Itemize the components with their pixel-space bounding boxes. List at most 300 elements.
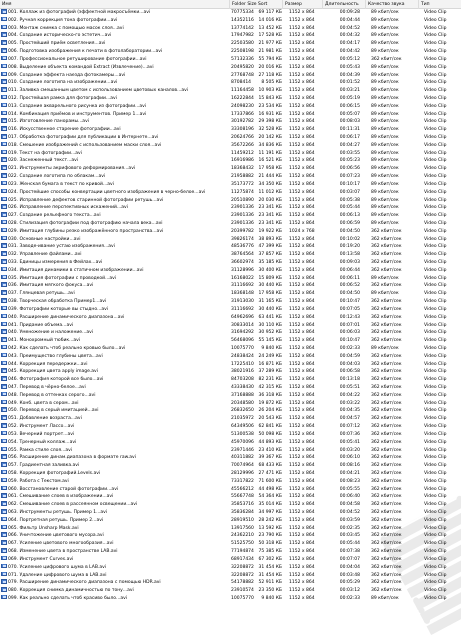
file-name-cell — [1, 134, 230, 142]
file-name-cell — [1, 509, 230, 517]
file-row[interactable] — [0, 368, 461, 376]
file-name: 060. Восстановление старой фотографии...avi — [8, 486, 119, 492]
file-size-kb: 37 289 КБ — [258, 369, 282, 375]
file-size-kb: 55 145 КБ — [258, 338, 282, 344]
file-name: 044. Коррекция передержки...avi — [8, 361, 88, 367]
file-length: 00:05:38 — [339, 197, 360, 203]
file-resolution: 1152 x 864 — [289, 595, 315, 601]
file-name: 062. Смешивание слоев в рассеянном освещении...avi — [8, 502, 138, 508]
file-type: Video Clip — [424, 306, 447, 312]
video-file-icon — [1, 298, 7, 303]
file-name-cell — [1, 439, 230, 447]
file-row[interactable] — [0, 87, 461, 95]
file-audio-quality: 89 кбит/сек — [371, 119, 399, 125]
file-resolution: 1152 x 864 — [289, 80, 315, 86]
file-name: 003. Монтаж снимка с помощью масок слоя...avi — [8, 25, 124, 31]
file-audio-quality: 362 кбит/сек — [371, 385, 402, 390]
file-length: 00:10:47 — [339, 299, 360, 305]
file-name-cell — [1, 587, 230, 595]
file-resolution: 1152 x 864 — [289, 314, 315, 320]
file-row[interactable] — [0, 517, 461, 525]
file-resolution: 1152 x 864 — [289, 10, 315, 15]
file-length: 00:09:28 — [339, 10, 360, 15]
video-file-icon — [1, 251, 7, 256]
file-size-bytes: 23901336 — [231, 205, 254, 211]
file-audio-quality: 362 кбит/сек — [371, 564, 402, 570]
file-row[interactable] — [0, 56, 461, 64]
file-name: 029. Имитация глубины резко изображённого пространства...avi — [8, 228, 164, 234]
video-file-icon — [1, 556, 7, 561]
file-row[interactable] — [0, 548, 461, 556]
file-audio-quality: 362 кбит/сек — [371, 306, 402, 312]
video-file-icon — [1, 87, 7, 92]
file-name: 066. Уничтожение цветового мусора.avi — [8, 533, 104, 539]
file-audio-quality: 362 кбит/сек — [371, 588, 402, 594]
file-length: 00:07:05 — [339, 306, 360, 312]
file-name: 022. Создание логотипа по облакам...avi — [8, 174, 106, 180]
file-audio-quality: 89 кбит/сек — [371, 166, 399, 172]
video-file-icon — [1, 407, 7, 412]
file-resolution: 1152 x 864 — [289, 244, 315, 250]
file-length: 00:06:03 — [339, 330, 360, 336]
file-row[interactable] — [0, 157, 461, 165]
file-row[interactable] — [0, 111, 461, 119]
file-audio-quality: 362 кбит/сек — [371, 244, 402, 250]
file-row[interactable] — [0, 361, 461, 369]
video-file-icon — [1, 384, 7, 389]
file-row[interactable] — [0, 392, 461, 400]
file-name: 099. Как реально сделать чтоб красиво было...avi — [8, 595, 128, 601]
file-name: 025. Исправление дефектов старинной фотографии ретушь...avi — [8, 197, 164, 203]
file-length: 00:02:35 — [339, 525, 360, 531]
column-header-type[interactable]: Тип — [421, 2, 430, 7]
file-size-kb: 30 952 КБ — [258, 330, 282, 336]
file-size-bytes: 16916986 — [231, 158, 254, 164]
video-file-icon — [1, 431, 7, 436]
file-row[interactable] — [0, 275, 461, 283]
file-row[interactable] — [0, 126, 461, 134]
file-row[interactable] — [0, 470, 461, 478]
file-length: 00:03:55 — [339, 150, 360, 156]
file-size-bytes: 38021916 — [231, 369, 254, 375]
file-row[interactable] — [0, 353, 461, 361]
file-name: 008. Выделение объекта командой Extract (Извлечение)...avi — [8, 64, 154, 70]
file-row[interactable] — [0, 447, 461, 455]
file-row[interactable] — [0, 150, 461, 158]
file-name: 058. Коррекция фотографий.Levels.avi — [8, 470, 101, 476]
file-row[interactable] — [0, 282, 461, 290]
file-row[interactable] — [0, 181, 461, 189]
file-size-kb: 20 016 КБ — [258, 64, 282, 70]
file-row[interactable] — [0, 40, 461, 48]
file-name-cell — [1, 25, 230, 33]
file-resolution: 1152 x 864 — [289, 502, 315, 508]
file-name: 017. Обработка фотографии для публикации в Интернете...avi — [8, 135, 159, 140]
file-size-kb: 47 399 КБ — [258, 244, 282, 250]
file-row[interactable] — [0, 407, 461, 415]
file-type: Video Clip — [424, 447, 447, 453]
file-length: 00:05:19 — [339, 95, 360, 101]
file-size-bytes: 38764564 — [231, 252, 254, 258]
file-row[interactable] — [0, 79, 461, 87]
file-name-cell — [1, 361, 230, 369]
video-file-icon — [1, 157, 7, 162]
video-file-icon — [1, 165, 7, 170]
file-type: Video Clip — [424, 455, 447, 461]
file-name: 002. Ручная коррекция тона фотографии...avi — [8, 17, 118, 23]
file-size-bytes: 64962696 — [231, 314, 254, 320]
file-size-kb: 16 871 КБ — [258, 361, 282, 367]
file-type: Video Clip — [424, 385, 447, 390]
file-row[interactable] — [0, 243, 461, 251]
file-row[interactable] — [0, 173, 461, 181]
file-row[interactable] — [0, 525, 461, 533]
file-type: Video Clip — [424, 291, 447, 297]
file-audio-quality: 362 кбит/сек — [371, 439, 402, 445]
file-resolution: 1152 x 864 — [289, 322, 315, 328]
file-row[interactable] — [0, 267, 461, 275]
file-row[interactable] — [0, 556, 461, 564]
file-length: 00:04:59 — [339, 353, 360, 359]
file-length: 00:04:21 — [339, 470, 360, 476]
file-audio-quality: 89 кбит/сек — [371, 33, 399, 39]
file-row[interactable] — [0, 384, 461, 392]
file-resolution: 1152 x 864 — [289, 377, 315, 383]
file-row[interactable] — [0, 431, 461, 439]
file-length: 00:07:23 — [339, 174, 360, 180]
video-file-icon — [1, 79, 7, 84]
video-file-icon — [1, 400, 7, 405]
file-type: Video Clip — [424, 330, 447, 336]
file-row[interactable] — [0, 478, 461, 486]
file-size-bytes: 11164458 — [231, 88, 254, 94]
file-type: Video Clip — [424, 119, 447, 125]
file-row[interactable] — [0, 493, 461, 501]
file-name-cell — [1, 79, 230, 87]
file-row[interactable] — [0, 103, 461, 111]
video-file-icon — [1, 32, 7, 37]
file-size-bytes: 20399782 — [231, 228, 254, 234]
file-resolution: 1152 x 864 — [289, 455, 315, 461]
file-row[interactable] — [0, 587, 461, 595]
file-name: 016. Искусственное старение фотографии...avi — [8, 127, 121, 133]
file-size-bytes: 30833014 — [231, 322, 254, 328]
file-resolution: 1152 x 864 — [289, 220, 315, 226]
file-row[interactable] — [0, 95, 461, 103]
file-size-kb: 26 204 КБ — [258, 408, 282, 414]
file-name: 054. Тренерный коллаж...avi — [8, 439, 77, 445]
file-row[interactable] — [0, 9, 461, 17]
file-length: 00:08:16 — [339, 463, 360, 469]
file-row[interactable] — [0, 290, 461, 298]
file-row[interactable] — [0, 298, 461, 306]
file-row[interactable] — [0, 423, 461, 431]
file-row[interactable] — [0, 189, 461, 197]
file-name-cell — [1, 157, 230, 165]
file-size-bytes: 17947982 — [231, 33, 254, 39]
file-row[interactable] — [0, 314, 461, 322]
file-type: Video Clip — [424, 502, 447, 508]
file-row[interactable] — [0, 306, 461, 314]
file-size-kb: 68 433 КБ — [258, 463, 282, 469]
file-size-kb: 19 872 КБ — [258, 400, 282, 406]
file-size-bytes: 39826174 — [231, 236, 254, 242]
file-size-bytes: 57132336 — [231, 56, 254, 62]
file-name-cell — [1, 423, 230, 431]
file-size-kb: 42 315 КБ — [258, 385, 282, 390]
file-name-cell — [1, 595, 230, 603]
column-header-quality[interactable]: Качество звука — [366, 0, 419, 9]
file-row[interactable] — [0, 329, 461, 337]
file-row[interactable] — [0, 579, 461, 587]
file-length: 00:06:56 — [339, 166, 360, 172]
file-name: 013. Создание акварельного рисунка из фотографии...avi — [8, 103, 147, 109]
file-row[interactable] — [0, 72, 461, 80]
file-length: 00:04:35 — [339, 408, 360, 414]
file-row[interactable] — [0, 212, 461, 220]
file-row[interactable] — [0, 454, 461, 462]
file-size-kb: 27 118 КБ — [258, 72, 282, 78]
file-audio-quality: 362 кбит/сек — [371, 431, 402, 437]
file-resolution: 1152 x 864 — [289, 197, 315, 203]
file-name-cell — [1, 103, 230, 111]
file-row[interactable] — [0, 32, 461, 40]
file-resolution: 1152 x 864 — [289, 408, 315, 414]
file-resolution: 1152 x 864 — [289, 392, 315, 398]
file-audio-quality: 362 кбит/сек — [371, 353, 402, 359]
file-audio-quality: 362 кбит/сек — [371, 400, 402, 406]
file-name-cell — [1, 306, 230, 314]
file-resolution: 1152 x 864 — [289, 158, 315, 164]
file-size-kb: 75 385 КБ — [258, 549, 282, 555]
file-size-bytes: 31128996 — [231, 267, 254, 273]
file-audio-quality: 89 кбит/сек — [371, 220, 399, 226]
file-size-bytes: 23901336 — [231, 213, 254, 219]
file-size-kb: 15 809 КБ — [258, 275, 282, 281]
file-row[interactable] — [0, 572, 461, 580]
file-audio-quality: 89 кбит/сек — [371, 181, 399, 187]
file-audio-quality: 89 кбит/сек — [371, 275, 399, 281]
file-size-bytes: 31694292 — [231, 330, 254, 336]
file-audio-quality: 362 кбит/сек — [371, 369, 402, 375]
file-row[interactable] — [0, 259, 461, 267]
file-row[interactable] — [0, 118, 461, 126]
video-file-icon — [1, 267, 7, 272]
video-file-icon — [1, 376, 7, 381]
file-size-kb: 39 367 КБ — [258, 455, 282, 461]
file-name-cell — [1, 337, 230, 345]
column-header-length[interactable]: Длительность — [323, 0, 366, 9]
file-length: 00:11:31 — [339, 127, 360, 133]
file-size-bytes: 18368432 — [231, 166, 254, 172]
file-length: 00:01:52 — [339, 80, 360, 86]
file-row[interactable] — [0, 204, 461, 212]
file-name-cell — [1, 150, 230, 158]
file-length: 00:13:18 — [339, 377, 360, 383]
file-size-kb: 21 977 КБ — [258, 41, 282, 47]
file-size-bytes: 28919510 — [231, 517, 254, 523]
file-name-cell — [1, 447, 230, 455]
file-resolution: 1152 x 864 — [289, 174, 315, 180]
file-row[interactable] — [0, 251, 461, 259]
file-resolution: 1152 x 864 — [289, 447, 315, 453]
file-name-cell — [1, 517, 230, 525]
file-row[interactable] — [0, 345, 461, 353]
file-length: 00:06:52 — [339, 283, 360, 289]
file-row[interactable] — [0, 415, 461, 423]
file-type: Video Clip — [424, 400, 447, 406]
file-length: 00:03:21 — [339, 88, 360, 94]
file-type: Video Clip — [424, 95, 447, 101]
file-size-bytes: 56468096 — [231, 338, 254, 344]
file-size-bytes: 22508198 — [231, 49, 254, 55]
file-length: 00:04:27 — [339, 142, 360, 148]
file-row[interactable] — [0, 337, 461, 345]
file-length: 00:05:44 — [339, 205, 360, 211]
video-file-icon — [1, 228, 7, 233]
video-file-icon — [1, 204, 7, 209]
column-header-size[interactable]: Folder Size Sort — [230, 0, 283, 9]
file-type: Video Clip — [424, 463, 447, 469]
file-resolution: 1152 x 864 — [289, 400, 315, 406]
file-row[interactable] — [0, 165, 461, 173]
file-name-cell — [1, 9, 230, 17]
file-row[interactable] — [0, 142, 461, 150]
file-size-bytes: 23971446 — [231, 447, 254, 453]
file-size-kb: 28 242 КБ — [258, 517, 282, 523]
file-size-bytes: 51300538 — [231, 431, 254, 437]
file-row[interactable] — [0, 532, 461, 540]
file-size-kb: 29 398 КБ — [258, 119, 282, 125]
file-row[interactable] — [0, 220, 461, 228]
file-length: 00:05:55 — [339, 486, 360, 492]
video-file-icon — [1, 189, 7, 194]
file-row[interactable] — [0, 564, 461, 572]
file-row[interactable] — [0, 64, 461, 72]
file-size-bytes: 22503580 — [231, 41, 254, 47]
file-name-cell — [1, 56, 230, 64]
file-size-bytes: 35853716 — [231, 502, 254, 508]
file-row[interactable] — [0, 228, 461, 236]
file-size-bytes: 10075770 — [231, 595, 254, 601]
file-row[interactable] — [0, 376, 461, 384]
file-length: 00:03:20 — [339, 447, 360, 453]
file-size-bytes: 17337866 — [231, 111, 254, 117]
video-file-icon — [1, 236, 7, 241]
file-type: Video Clip — [424, 127, 447, 133]
file-type: Video Clip — [424, 353, 447, 359]
file-type: Video Clip — [424, 361, 447, 367]
file-resolution: 1152 x 864 — [289, 330, 315, 336]
video-file-icon — [1, 439, 7, 444]
file-row[interactable] — [0, 400, 461, 408]
file-audio-quality: 362 кбит/сек — [371, 283, 402, 289]
file-resolution: 1152 x 864 — [289, 572, 315, 578]
video-file-icon — [1, 345, 7, 350]
file-length: 00:19:20 — [339, 244, 360, 250]
file-name: 051. Добавление возраста...avi — [8, 416, 82, 422]
file-row[interactable] — [0, 17, 461, 25]
file-name-cell — [1, 353, 230, 361]
file-size-bytes: 13774142 — [231, 25, 254, 31]
file-length: 00:07:36 — [339, 431, 360, 437]
file-length: 00:05:43 — [339, 64, 360, 70]
file-length: 00:06:15 — [339, 103, 360, 109]
file-row[interactable] — [0, 462, 461, 470]
file-resolution: 1152 x 864 — [289, 189, 315, 195]
file-name: 007. Профессиональное ретуширование фотографии...avi — [8, 56, 147, 62]
file-length: 00:06:44 — [339, 267, 360, 273]
file-size-bytes: 26832650 — [231, 408, 254, 414]
file-row[interactable] — [0, 134, 461, 142]
file-row[interactable] — [0, 439, 461, 447]
file-row[interactable] — [0, 322, 461, 330]
file-audio-quality: 89 кбит/сек — [371, 345, 399, 351]
video-file-icon — [1, 392, 7, 397]
file-row[interactable] — [0, 197, 461, 205]
file-length: 00:09:03 — [339, 260, 360, 265]
file-row[interactable] — [0, 595, 461, 603]
video-file-icon — [1, 368, 7, 373]
file-row[interactable] — [0, 486, 461, 494]
file-name: 030. Основные настройки...avi — [8, 236, 81, 242]
file-size-kb: 8 505 КБ — [261, 80, 282, 86]
file-audio-quality: 89 кбит/сек — [371, 111, 399, 117]
file-size-kb: 69 117 КБ — [258, 10, 282, 15]
file-name: 026. Исправление перспективных искажений...avi — [8, 205, 128, 211]
file-size-bytes: 31116692 — [231, 283, 254, 289]
video-file-icon — [1, 462, 7, 467]
file-size-bytes: 31913030 — [231, 299, 254, 305]
file-name: 028. Стилизация фотографии под фотографию начала века...avi — [8, 220, 163, 226]
file-row[interactable] — [0, 48, 461, 56]
file-type: Video Clip — [424, 564, 447, 570]
file-size-kb: 16 521 КБ — [258, 158, 282, 164]
file-audio-quality: 362 кбит/сек — [371, 330, 402, 336]
file-resolution: 1152 x 864 — [289, 56, 315, 62]
video-file-icon — [1, 56, 7, 61]
column-header-name[interactable]: Имя — [0, 0, 230, 9]
file-name-cell — [1, 173, 230, 181]
column-header-resolution[interactable]: Размер — [283, 0, 323, 9]
file-row[interactable] — [0, 509, 461, 517]
file-size-bytes: 24838424 — [231, 353, 254, 359]
video-file-icon — [1, 103, 7, 108]
file-resolution: 1152 x 864 — [289, 494, 315, 500]
file-name: 047. Перевод в чёрно-белое...avi — [8, 385, 86, 390]
file-row[interactable] — [0, 236, 461, 244]
file-name-cell — [1, 64, 230, 72]
file-audio-quality: 362 кбит/сек — [371, 486, 402, 492]
file-type: Video Clip — [424, 220, 447, 226]
file-length: 00:03:45 — [339, 533, 360, 539]
video-file-icon — [1, 509, 7, 514]
file-name-cell — [1, 564, 230, 572]
file-size-kb: 24 249 КБ — [258, 353, 282, 359]
file-length: 00:07:07 — [339, 556, 360, 562]
file-size-bytes: 51525750 — [231, 541, 254, 547]
file-row[interactable] — [0, 540, 461, 548]
file-row[interactable] — [0, 501, 461, 509]
file-type: Video Clip — [424, 260, 447, 265]
file-name: 004. Создание историческо-го эстетич...avi — [8, 33, 112, 39]
file-size-kb: 23 341 КБ — [258, 220, 282, 226]
file-resolution: 1152 x 864 — [289, 549, 315, 555]
video-file-icon — [1, 314, 7, 319]
file-row[interactable] — [0, 25, 461, 33]
file-size-bytes: 23910574 — [231, 588, 254, 594]
file-size-kb: 21 981 КБ — [258, 49, 282, 55]
